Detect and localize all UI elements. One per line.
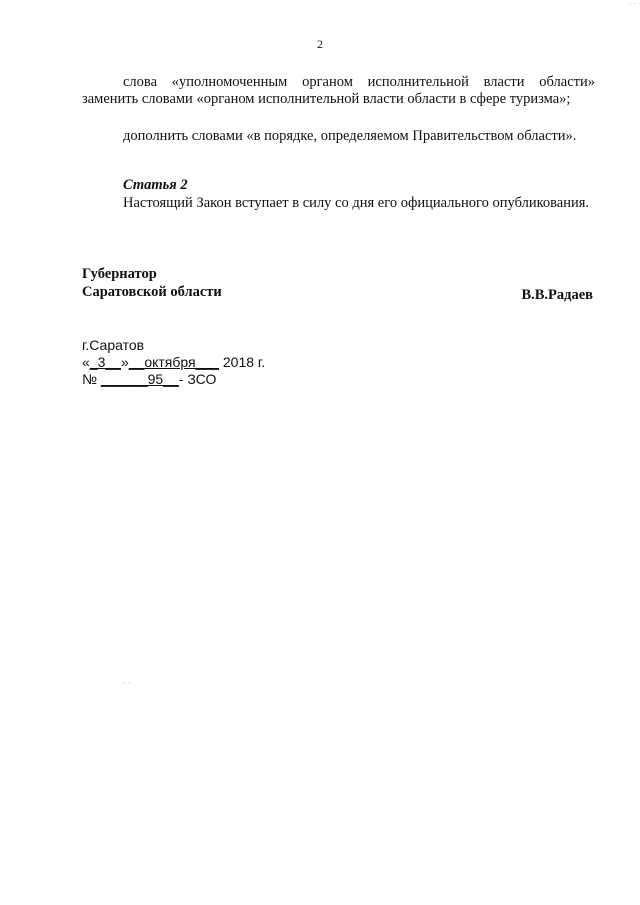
date-day: _3__ [89, 354, 121, 370]
paragraph-replace-words [82, 74, 595, 108]
date-close-quote: » [120, 354, 129, 370]
number-suffix: - ЗСО [178, 371, 217, 387]
paragraph-entry-into-force [82, 195, 595, 212]
paragraph-text: слова «уполномоченным органом исполнительной власти области» заменить словами «органом исполнительной власти области в сфере туризма»; [82, 74, 595, 107]
date-open-quote: « [82, 354, 90, 370]
corner-mark: · · · [628, 0, 640, 8]
scan-speck: · · [123, 679, 131, 688]
city-line: г.Саратов [82, 337, 145, 353]
signatory-title [82, 265, 222, 301]
number-value: ______95__ [100, 371, 179, 387]
number-line [82, 371, 265, 388]
paragraph-text: дополнить словами «в порядке, определяемом Правительством области». [123, 128, 577, 144]
page-number: 2 [317, 37, 323, 51]
number-prefix: № [82, 371, 101, 387]
place-date-number-block [82, 337, 265, 388]
signatory-title-line1: Губернатор [82, 266, 157, 282]
paragraph-text: Настоящий Закон вступает в силу со дня его официального опубликования. [123, 195, 590, 211]
signatory-title-line2: Саратовской области [82, 284, 222, 300]
date-month: __октября___ [128, 354, 219, 370]
article-heading: Статья 2 [123, 177, 188, 193]
signatory-name: В.В.Радаев [521, 287, 593, 303]
date-line [82, 354, 265, 371]
paragraph-add-words [82, 128, 595, 145]
date-year: 2018 г. [218, 354, 266, 370]
